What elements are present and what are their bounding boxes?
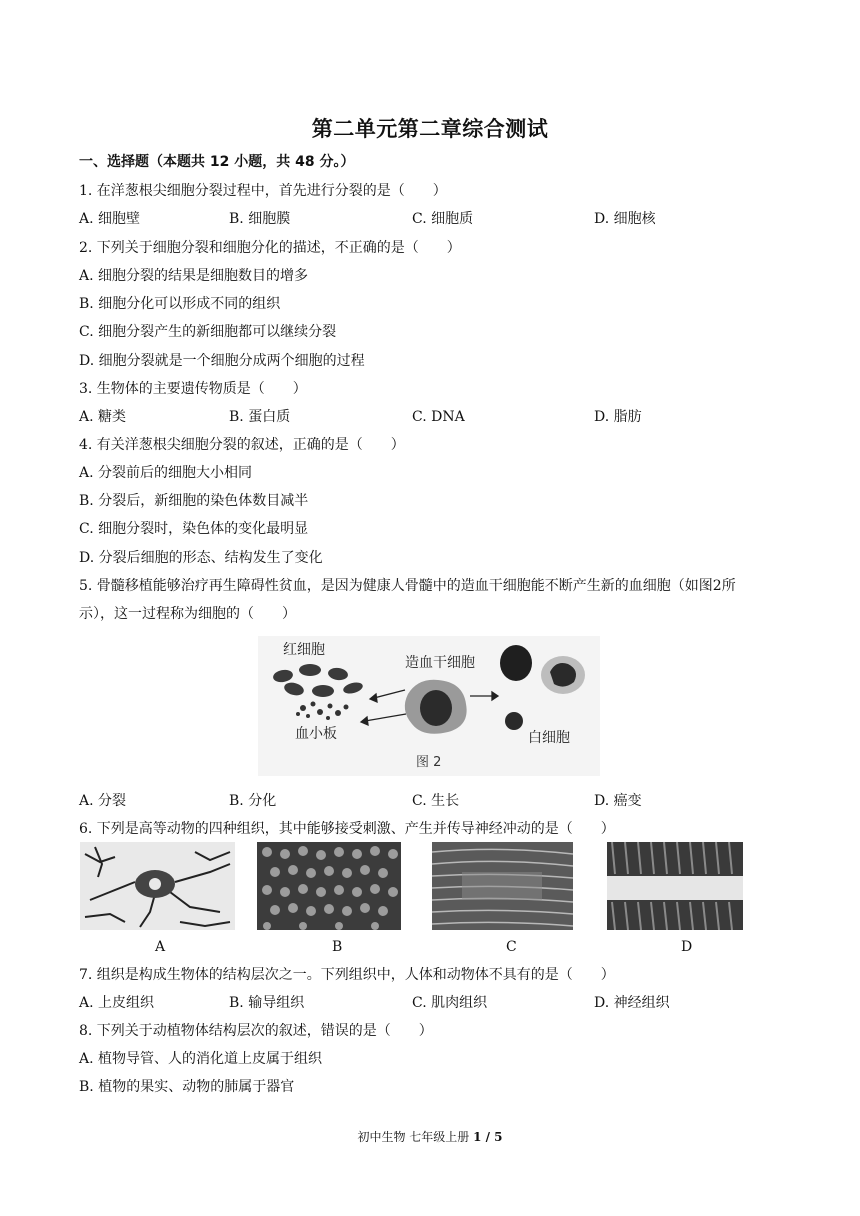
- question-5-stem-line1: 5. 骨髓移植能够治疗再生障碍性贫血，是因为健康人骨髓中的造血干细胞能不断产生新的血细胞（如图2所: [79, 578, 736, 594]
- q1-option-b: B. 细胞膜: [229, 211, 291, 227]
- q5-option-b: B. 分化: [229, 793, 277, 809]
- q3-option-c: C. DNA: [412, 409, 465, 425]
- figure-caption: 图 2: [416, 755, 442, 770]
- q7-option-d: D. 神经组织: [594, 995, 670, 1011]
- tissue-image-b-epithelial: [257, 842, 401, 930]
- q7-option-a: A. 上皮组织: [79, 995, 155, 1011]
- q1-option-d: D. 细胞核: [594, 211, 656, 227]
- label-white-cells: 白细胞: [528, 730, 570, 746]
- section-heading: 一、选择题（本题共 12 小题，共 48 分。）: [79, 154, 355, 170]
- q7-option-c: C. 肌肉组织: [412, 995, 488, 1011]
- page-title: 第二单元第二章综合测试: [311, 117, 549, 141]
- q4-option-d: D. 分裂后细胞的形态、结构发生了变化: [79, 550, 323, 566]
- q5-option-d: D. 癌变: [594, 793, 642, 809]
- tissue-label-b: B: [332, 939, 343, 955]
- q2-option-b: B. 细胞分化可以形成不同的组织: [79, 296, 281, 312]
- q4-option-a: A. 分裂前后的细胞大小相同: [79, 465, 253, 481]
- tissue-image-d-connective: [607, 842, 743, 930]
- label-stem-cell: 造血干细胞: [405, 655, 475, 671]
- label-red-cells: 红细胞: [283, 642, 325, 658]
- q2-option-c: C. 细胞分裂产生的新细胞都可以继续分裂: [79, 324, 337, 340]
- figure-2-blood-cells: [258, 636, 600, 776]
- hematopoietic-stem-cell: [405, 680, 467, 734]
- q3-option-b: B. 蛋白质: [229, 409, 291, 425]
- q1-option-c: C. 细胞质: [412, 211, 474, 227]
- q3-option-a: A. 糖类: [79, 409, 127, 425]
- q2-option-a: A. 细胞分裂的结果是细胞数目的增多: [79, 268, 309, 284]
- page-number: 1 / 5: [473, 1130, 503, 1144]
- q2-option-d: D. 细胞分裂就是一个细胞分成两个细胞的过程: [79, 353, 365, 369]
- q1-option-a: A. 细胞壁: [79, 211, 141, 227]
- tissue-image-c-muscle: [432, 842, 573, 930]
- question-6-stem: 6. 下列是高等动物的四种组织，其中能够接受刺激、产生并传导神经冲动的是（ ）: [79, 821, 615, 837]
- question-2-stem: 2. 下列关于细胞分裂和细胞分化的描述，不正确的是（ ）: [79, 240, 461, 256]
- q5-option-a: A. 分裂: [79, 793, 127, 809]
- question-7-stem: 7. 组织是构成生物体的结构层次之一。下列组织中，人体和动物体不具有的是（ ）: [79, 967, 615, 983]
- tissue-image-a-nerve: [80, 842, 235, 930]
- q4-option-b: B. 分裂后，新细胞的染色体数目减半: [79, 493, 309, 509]
- q5-option-c: C. 生长: [412, 793, 460, 809]
- q8-option-b: B. 植物的果实、动物的肺属于器官: [79, 1079, 295, 1095]
- q7-option-b: B. 输导组织: [229, 995, 305, 1011]
- page-footer: [0, 1128, 860, 1145]
- tissue-label-d: D: [681, 939, 693, 955]
- question-3-stem: 3. 生物体的主要遗传物质是（ ）: [79, 381, 307, 397]
- q3-option-d: D. 脂肪: [594, 409, 642, 425]
- question-8-stem: 8. 下列关于动植物体结构层次的叙述，错误的是（ ）: [79, 1023, 433, 1039]
- tissue-label-c: C: [506, 939, 517, 955]
- tissue-label-a: A: [155, 939, 166, 955]
- label-platelets: 血小板: [295, 726, 337, 742]
- q8-option-a: A. 植物导管、人的消化道上皮属于组织: [79, 1051, 323, 1067]
- footer-text: 初中生物 七年级上册: [357, 1130, 474, 1144]
- question-1-stem: 1. 在洋葱根尖细胞分裂过程中，首先进行分裂的是（ ）: [79, 183, 447, 199]
- q4-option-c: C. 细胞分裂时，染色体的变化最明显: [79, 521, 309, 537]
- question-4-stem: 4. 有关洋葱根尖细胞分裂的叙述，正确的是（ ）: [79, 437, 405, 453]
- question-5-stem-line2: 示），这一过程称为细胞的（ ）: [79, 606, 296, 622]
